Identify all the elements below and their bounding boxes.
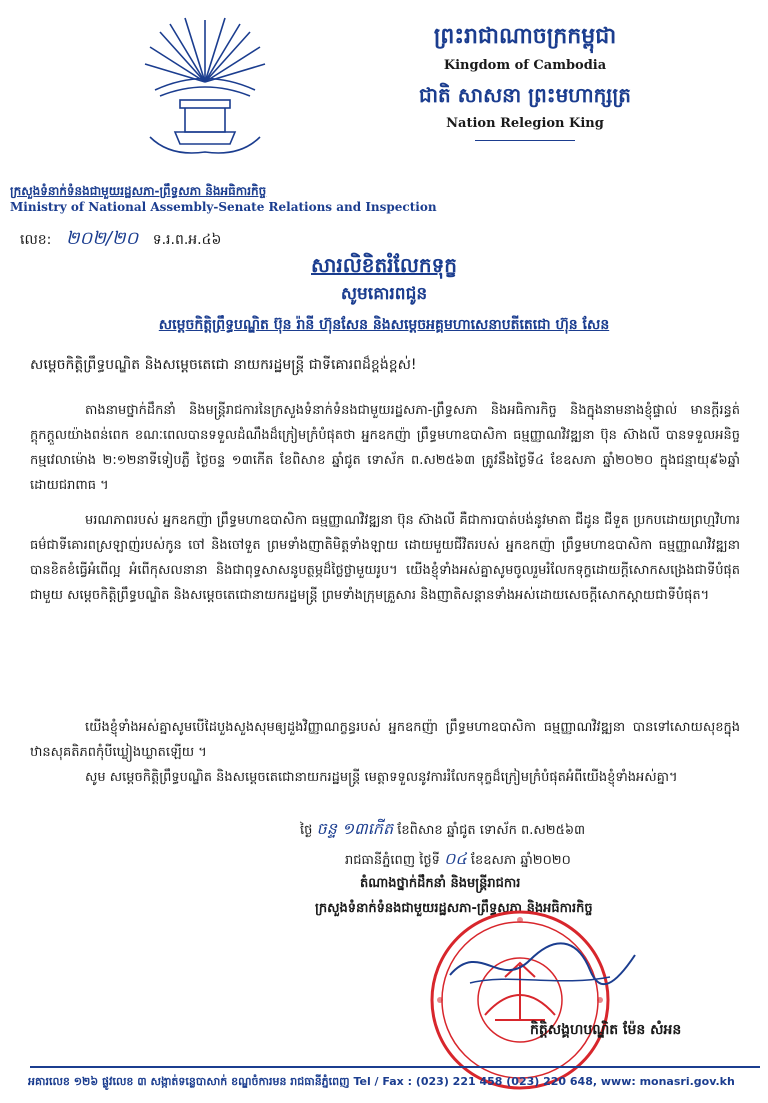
ministry-name-en: Ministry of National Assembly-Senate Relations and Inspection <box>10 200 437 214</box>
place-date-line <box>345 848 571 872</box>
signatory-title-1: តំណាងថ្នាក់ដឹកនាំ និងមន្ត្រីរាជការ <box>360 876 521 891</box>
motto-en: Nation Relegion King <box>446 116 604 131</box>
header-ornament-divider <box>475 140 575 141</box>
lunar-date-prefix: ថ្ងៃ <box>300 823 313 838</box>
kingdom-title-kh: ព្រះរាជាណាចក្រកម្ពុជា <box>433 24 617 49</box>
paragraph-2: មរណភាពរបស់ អ្នកឧកញ៉ា ព្រឹទ្ធមហាឧបាសិកា ធម្មញ្ញាណវិវឌ្ឍនា ប៊ុន ស៊ាងលី គឺជាការបាត់បង់នូវមាតា ជីដូន ជីទួត ប្រកបដោយព្រហ្មវិហារធម៌ជាទីគោរពស្រឡាញ់របស់កូន ចៅ និងចៅទួត ព្រមទាំងញាតិមិត្តទាំងឡាយ ដោយមួយជីវិតរបស់ អ្នកឧកញ៉ា ព្រឹទ្ធមហាឧបាសិកា ធម្មញ្ញាណវិវឌ្ឍនា បានខិតខំធ្វើអំពើល្អ អំពើកុសលនានា និងជាពុទ្ធសាសនូបត្ថម្ភដ៏ថ្លៃថ្លាមួយរូប។ យើងខ្ញុំទាំងអស់គ្នាសូមចូលរួមរំលែកទុក្ខដោយក្តីសោកសង្រេងជាទីបំផុតជាមួយ សម្តេចកិត្តិព្រឹទ្ធបណ្ឌិត និងសម្តេចតេជោនាយករដ្ឋមន្ត្រី ព្រមទាំងក្រុមគ្រួសារ និងញាតិសន្តានទាំងអស់ដោយសេចក្តីសោកស្តាយជាទីបំផុត។ <box>30 513 740 603</box>
signatory-title-2: ក្រសួងទំនាក់ទំនងជាមួយរដ្ឋសភា-ព្រឹទ្ធសភា និងអធិការកិច្ច <box>315 901 593 916</box>
signer-name: កិត្តិសង្គហបណ្ឌិត ម៉ែន សំអន <box>530 1022 682 1038</box>
letter-title: សារលិខិតរំលែកទុក្ខ <box>311 253 457 277</box>
lunar-date-rest: ខែពិសាខ ឆ្នាំជូត ទោស័ក ព.ស២៥៦៣ <box>397 823 586 838</box>
letter-recipients: សម្តេចកិត្តិព្រឹទ្ធបណ្ឌិត ប៊ុន រ៉ានី ហ៊ុនសែន និងសម្តេចអគ្គមហាសេនាបតីតេជោ ហ៊ុន សែន <box>158 317 610 333</box>
paragraph-4: សូម សម្តេចកិត្តិព្រឹទ្ធបណ្ឌិត និងសម្តេចតេជោនាយករដ្ឋមន្ត្រី មេត្តាទទួលនូវការរំលែកទុក្ខដ៏ក្រៀមក្រំបំផុតអំពីយើងខ្ញុំទាំងអស់គ្នា។ <box>85 770 678 785</box>
place-date-handwritten: ០៤ <box>444 849 467 868</box>
handwritten-signature <box>440 935 640 995</box>
kingdom-title-en: Kingdom of Cambodia <box>443 58 607 73</box>
footer-address: អគារលេខ ១២៦ ផ្លូវលេខ ៣ សង្កាត់ទន្លេបាសាក់ ខណ្ឌចំការមន រាជធានីភ្នំពេញ Tel / Fax : (023) 221 458 (023) 220 648, www: monasri.gov.kh <box>28 1075 735 1088</box>
reference-line <box>20 226 221 253</box>
royal-emblem <box>140 12 270 162</box>
place-date-prefix: រាជធានីភ្នំពេញ ថ្ងៃទី <box>345 853 440 868</box>
paragraph-1: តាងនាមថ្នាក់ដឹកនាំ និងមន្ត្រីរាជការនៃក្រសួងទំនាក់ទំនងជាមួយរដ្ឋសភា-ព្រឹទ្ធសភា និងអធិការកិច្ច និងក្នុងនាមនាងខ្ញុំផ្ទាល់ មានក្តីរន្ធត់ក្តុកក្តួលយ៉ាងពន់ពេក ខណៈពេលបានទទួលដំណឹងដ៏ក្រៀមក្រំបំផុតថា អ្នកឧកញ៉ា ព្រឹទ្ធមហាឧបាសិកា ធម្មញ្ញាណវិវឌ្ឍនា ប៊ុន ស៊ាងលី បានទទួលអនិច្ចកម្មវេលាម៉ោង ២:១២នាទីទៀបភ្លឺ ថ្ងៃចន្ទ ១៣កើត ខែពិសាខ ឆ្នាំជូត ទោស័ក ព.ស២៥៦៣ ត្រូវនឹងថ្ងៃទី៤ ខែឧសភា ឆ្នាំ២០២០ ក្នុងជន្មាយុ៩៦ឆ្នាំ ដោយជរាពាធ ។ <box>30 403 740 493</box>
place-date-rest: ខែឧសភា ឆ្នាំ២០២០ <box>470 853 571 868</box>
reference-number: ២០២/២០ <box>65 228 139 249</box>
ministry-name-kh: ក្រសួងទំនាក់ទំនងជាមួយរដ្ឋសភា-ព្រឹទ្ធសភា និងអធិការកិច្ច <box>10 184 267 198</box>
lunar-date-handwritten: ចន្ទ ១៣កើត <box>316 819 394 838</box>
reference-code: ទ.រ.ព.អ.៤៦ <box>152 232 222 248</box>
footer-divider <box>30 1066 760 1068</box>
reference-label: លេខ: <box>20 232 52 248</box>
salutation: សម្តេចកិត្តិព្រឹទ្ធបណ្ឌិត និងសម្តេចតេជោ នាយករដ្ឋមន្ត្រី ជាទីគោរពដ៏ខ្ពង់ខ្ពស់! <box>30 357 417 373</box>
paragraph-3: យើងខ្ញុំទាំងអស់គ្នាសូមបេីដៃបួងសួងសុមឲ្យដួងវិញ្ញាណក្ខន្ធរបស់ អ្នកឧកញ៉ា ព្រឹទ្ធមហាឧបាសិកា ធម្មញ្ញាណវិវឌ្ឍនា បានទៅសោយសុខក្នុងឋានសុគតិភពកុំបីឃ្លៀងឃ្លាតឡើយ ។ <box>30 720 740 760</box>
motto-kh: ជាតិ សាសនា ព្រះមហាក្សត្រ <box>419 83 631 107</box>
letter-subtitle: សូមគោរពជូន <box>340 284 428 304</box>
lunar-date-line <box>300 818 585 842</box>
